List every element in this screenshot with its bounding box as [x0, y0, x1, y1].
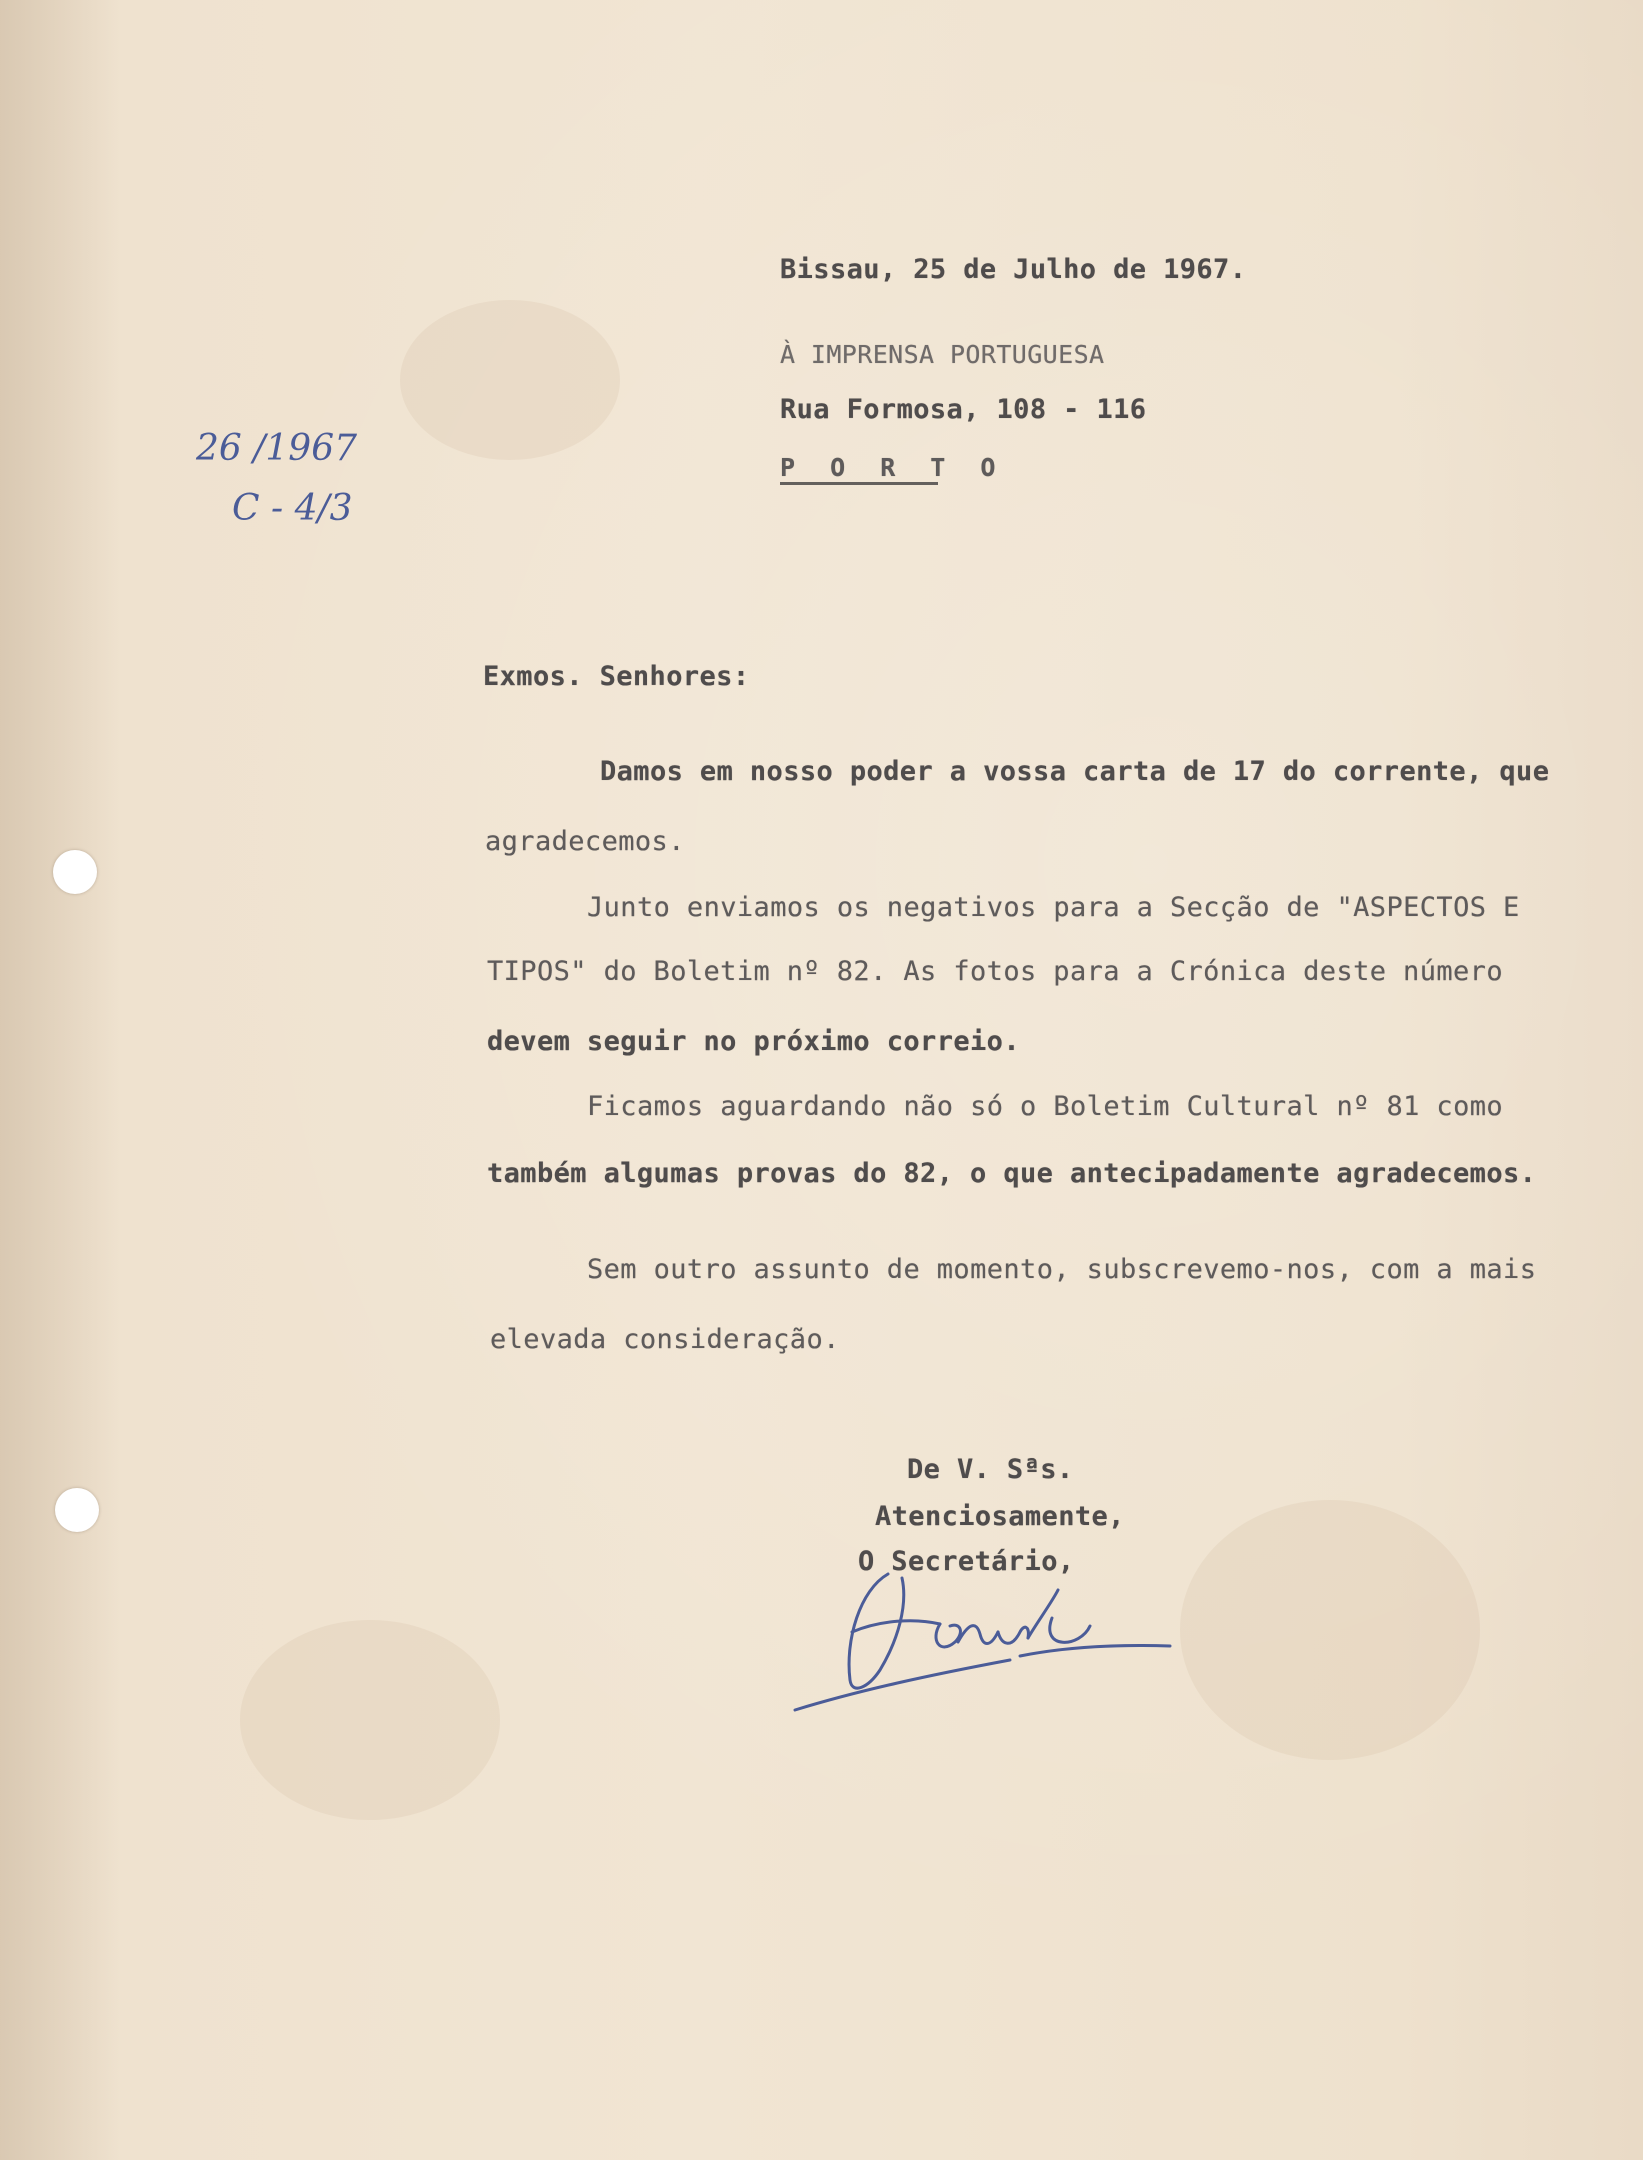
handwritten-signature	[790, 1560, 1180, 1730]
recipient-street: Rua Formosa, 108 - 116	[780, 394, 1147, 425]
handwritten-reference: C - 4/3	[232, 488, 353, 529]
salutation: Exmos. Senhores:	[483, 661, 750, 692]
closing-title: O Secretário,	[858, 1546, 1075, 1577]
recipient-name: À IMPRENSA PORTUGUESA	[780, 340, 1105, 369]
paragraph-3-line-2: também algumas provas do 82, o que antecipadamente agradecemos.	[487, 1158, 1537, 1189]
paragraph-2-line-2: TIPOS" do Boletim nº 82. As fotos para a Crónica deste número	[487, 956, 1503, 987]
paper-stain	[240, 1620, 500, 1820]
paper-edge-shadow	[0, 0, 120, 2160]
date-line: Bissau, 25 de Julho de 1967.	[780, 254, 1247, 285]
recipient-city: P O R T O	[780, 453, 1006, 482]
closing-courtesy: De V. Sªs.	[907, 1454, 1074, 1485]
paragraph-2-line-1: Junto enviamos os negativos para a Secção de "ASPECTOS E	[587, 892, 1520, 923]
paragraph-3-line-1: Ficamos aguardando não só o Boletim Cultural nº 81 como	[587, 1091, 1504, 1122]
handwritten-file-number: 26 /1967	[196, 428, 357, 469]
closing-regards: Atenciosamente,	[875, 1501, 1125, 1532]
paragraph-4-line-2: elevada consideração.	[490, 1324, 840, 1355]
paragraph-1-line-1: Damos em nosso poder a vossa carta de 17 do corrente, que	[600, 756, 1550, 787]
city-underline	[780, 482, 938, 485]
paper-stain	[400, 300, 620, 460]
paragraph-1-line-2: agradecemos.	[485, 826, 685, 857]
paper-stain	[1180, 1500, 1480, 1760]
punch-hole-top	[53, 850, 97, 894]
paragraph-4-line-1: Sem outro assunto de momento, subscrevemo-nos, com a mais	[587, 1254, 1537, 1285]
paragraph-2-line-3: devem seguir no próximo correio.	[487, 1026, 1020, 1057]
punch-hole-bottom	[55, 1488, 99, 1532]
